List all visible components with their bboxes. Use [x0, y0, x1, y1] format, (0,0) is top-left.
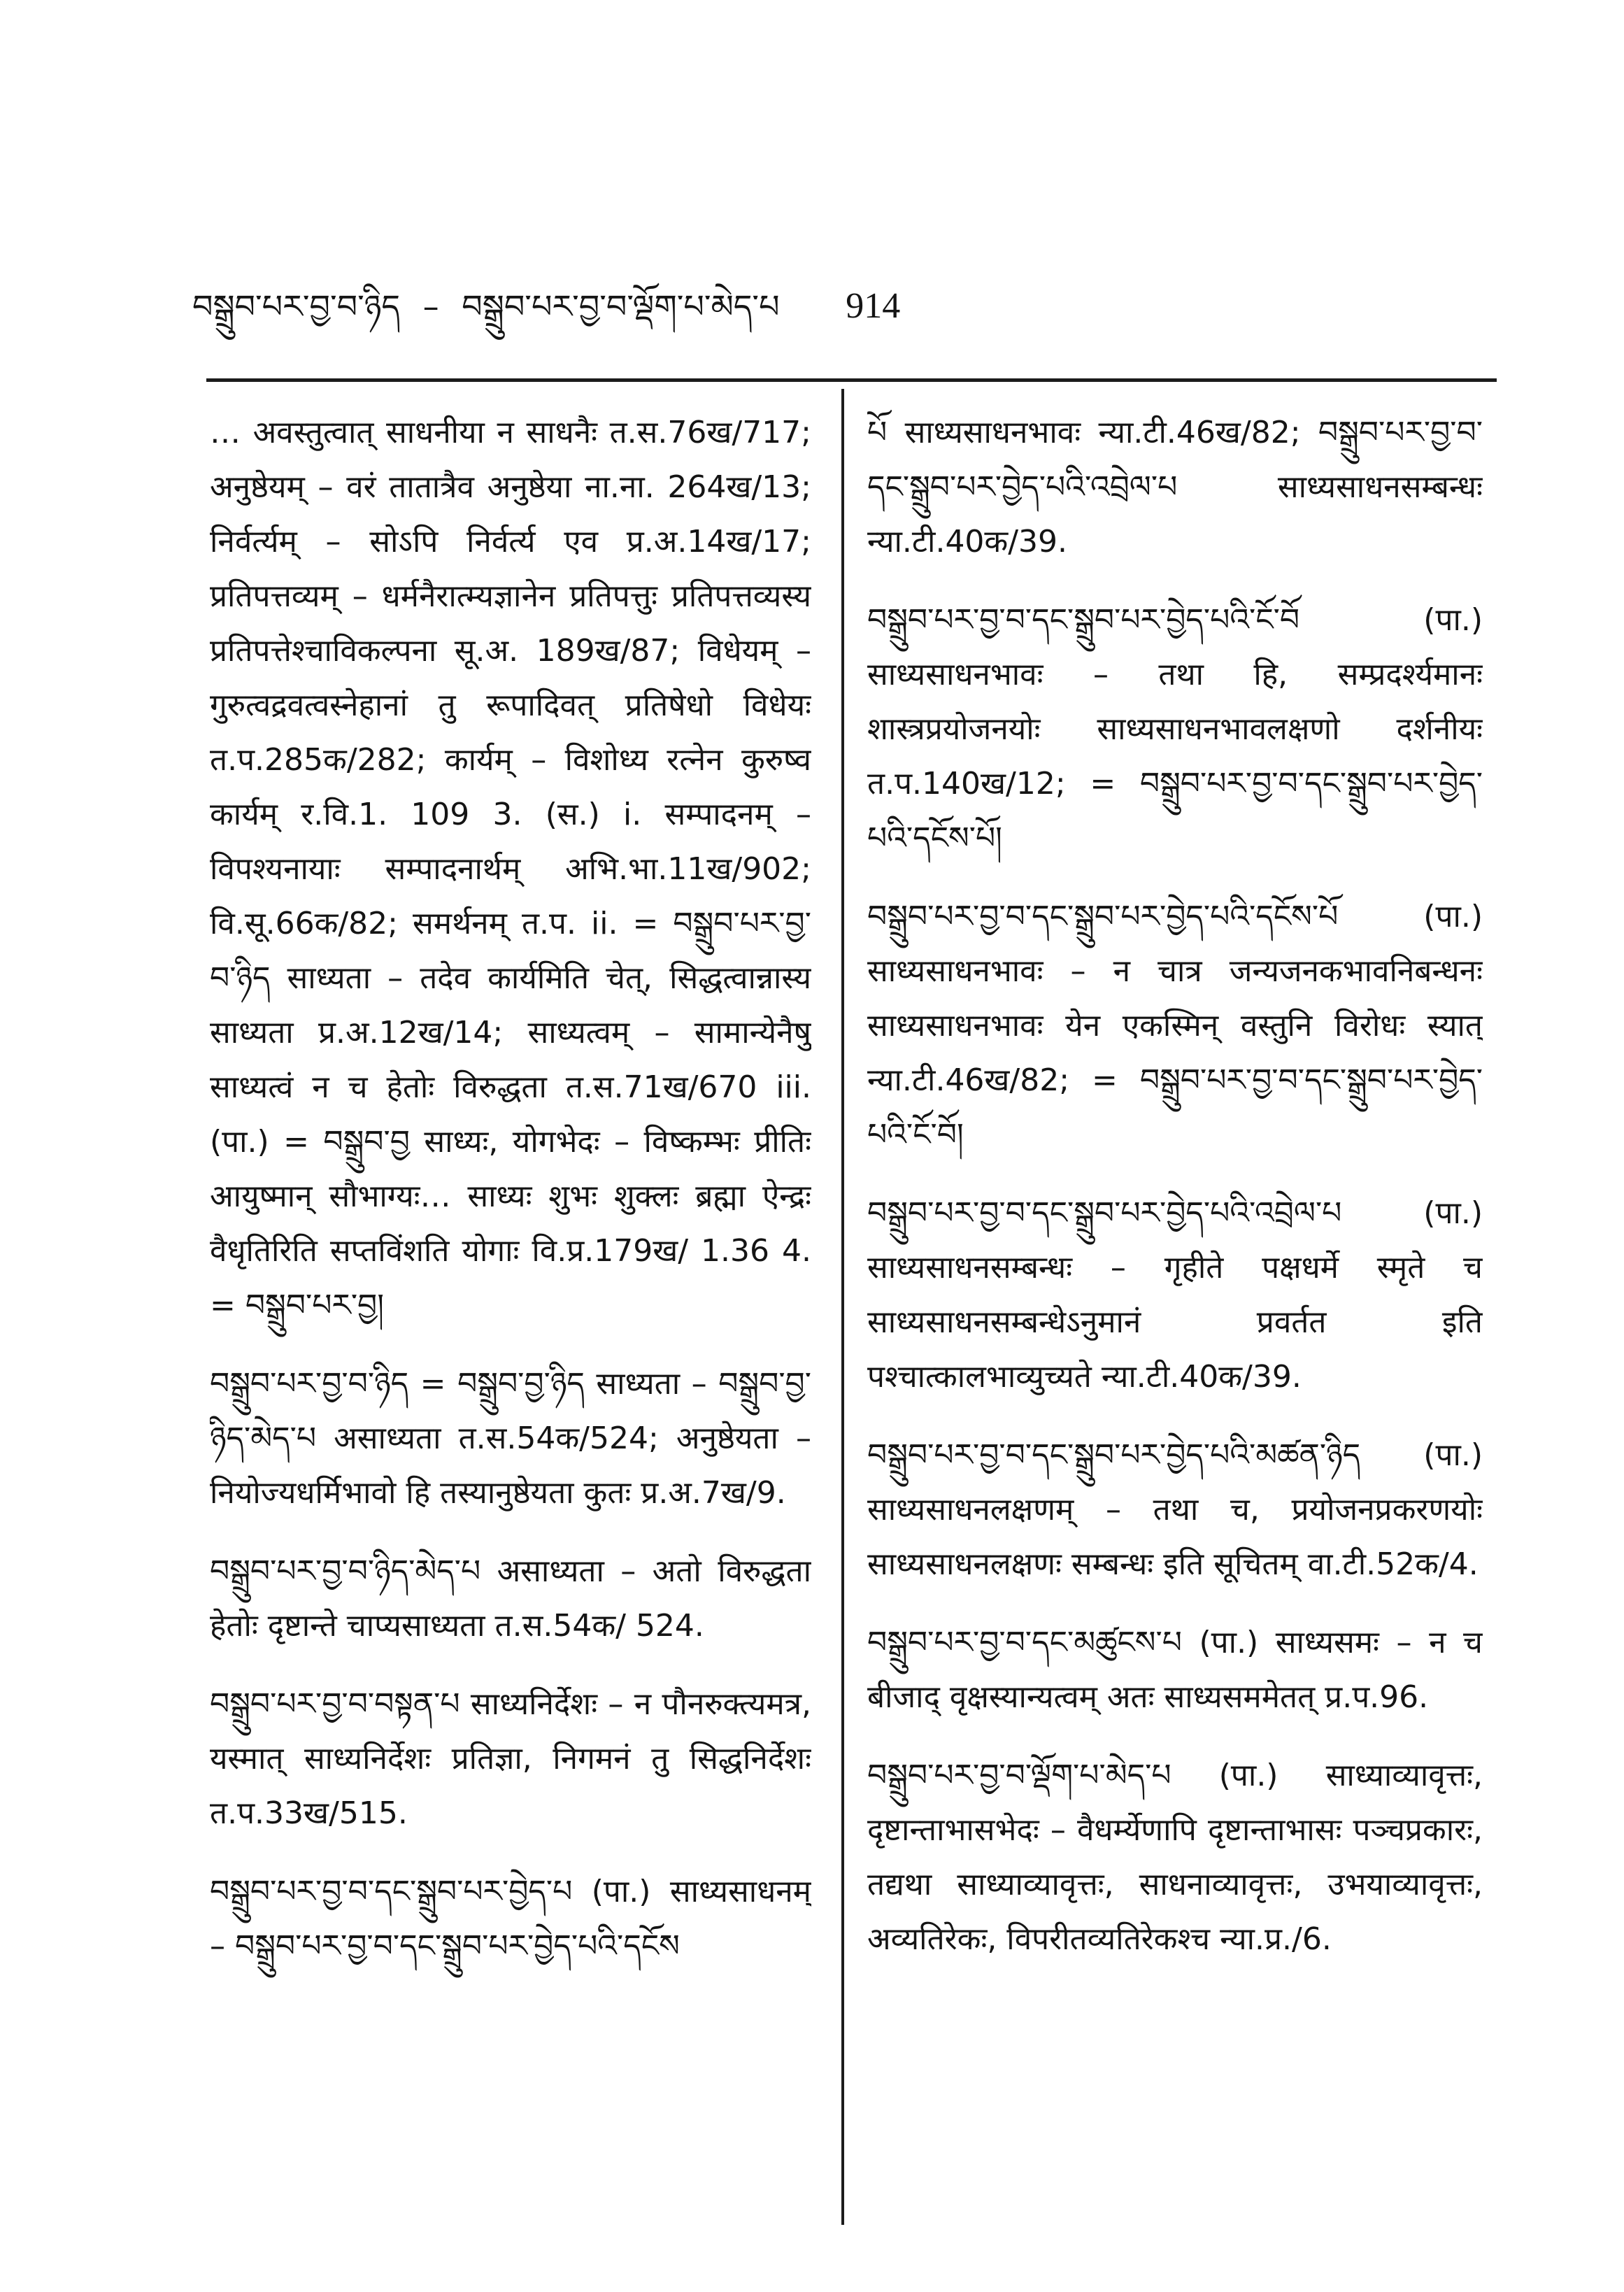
dictionary-entry: བསྒྲུབ་པར་བྱ་བ་བསྟན་པ साध्यनिर्देशः – न पौनरुक्त्यमत्र, यस्मात् साध्यनिर्देशः प्रतिज्ञा, निगमनं तु सिद्धनिर्देशः त.प.33ख/515.: [210, 1686, 811, 1831]
dictionary-entry: … अवस्तुत्वात् साधनीया न साधनैः त.स.76ख/717; अनुष्ठेयम् – वरं तातात्रैव अनुष्ठेया ना.ना. 264ख/13; निर्वर्त्यम् – सोऽपि निर्वर्त्य एव प्र.अ.14ख/17; प्रतिपत्तव्यम् – धर्मनैरात्म्यज्ञानेन प्रतिपत्तुः प्रतिपत्तव्यस्य प्रतिपत्तेश्चाविकल्पना सू.अ. 189ख/87; विधेयम् – गुरुत्वद्रवत्वस्नेहानां तु रूपादिवत् प्रतिषेधो विधेयः त.प.285क/282; कार्यम् – विशोध्य रत्नेन कुरुष्व कार्यम् र.वि.1. 109 3. (स.) i. सम्पादनम् – विपश्यनायाः सम्पादनार्थम् अभि.भा.11ख/902; वि.सू.66क/82; समर्थनम् त.प. ii. = བསྒྲུབ་པར་བྱ་བ་ཉིད साध्यता – तदेव कार्यमिति चेत्, सिद्धत्वान्नास्य साध्यता प्र.अ.12ख/14; साध्यत्वम् – सामान्येनैषु साध्यत्वं न च हेतोः विरुद्धता त.स.71ख/670 iii. (पा.) = བསྒྲུབ་བྱ साध्यः, योगभेदः – विष्कम्भः प्रीतिः आयुष्मान् सौभाग्यः… साध्यः शुभः शुक्लः ब्रह्मा ऐन्द्रः वैधृतिरिति सप्तविंशति योगाः वि.प्र.179ख/ 1.36 4. = བསྒྲུབ་པར་བྱ།: [210, 415, 811, 1323]
page-number: 914: [846, 286, 901, 326]
dictionary-entry: བསྒྲུབ་པར་བྱ་བ་དང་སྒྲུབ་པར་བྱེད་པའི་ངོ་བོ (पा.) साध्यसाधनभावः – तथा हि, सम्प्रदर्श्यमानः शास्त्रप्रयोजनयोः साध्यसाधनभावलक्षणो दर्शनीयः त.प.140ख/12; = བསྒྲུབ་པར་བྱ་བ་དང་སྒྲུབ་པར་བྱེད་པའི་དངོས་པོ།: [867, 602, 1483, 856]
running-head: [192, 278, 901, 334]
dictionary-entry: བསྒྲུབ་པར་བྱ་བ་དང་སྒྲུབ་པར་བྱེད་པའི་མཚན་ཉིད (पा.) साध्यसाधनलक्षणम् – तथा च, प्रयोजनप्रकरणयोः साध्यसाधनलक्षणः सम्बन्धः इति सूचितम् वा.टी.52क/4.: [867, 1437, 1483, 1582]
dictionary-entry: པོ साध्यसाधनभावः न्या.टी.46ख/82; བསྒྲུབ་པར་བྱ་བ་དང་སྒྲུབ་པར་བྱེད་པའི་འབྲེལ་པ साध्यसाधनसम्बन्धः न्या.टी.40क/39.: [867, 415, 1483, 560]
dictionary-entry: བསྒྲུབ་པར་བྱ་བ་ཉིད = བསྒྲུབ་བྱ་ཉིད साध्यता – བསྒྲུབ་བྱ་ཉིད་མེད་པ असाध्यता त.स.54क/524; अनुष्ठेयता – नियोज्यधर्मिभावो हि तस्यानुष्ठेयता कुतः प्र.अ.7ख/9.: [210, 1366, 811, 1511]
column-divider: [841, 389, 844, 2225]
dictionary-entry: བསྒྲུབ་པར་བྱ་བ་དང་མཚུངས་པ (पा.) साध्यसमः – न च बीजाद् वृक्षस्यान्यत्वम् अतः साध्यसममेतत् प्र.प.96.: [867, 1625, 1483, 1715]
dictionary-entry: བསྒྲུབ་པར་བྱ་བ་དང་སྒྲུབ་པར་བྱེད་པའི་འབྲེལ་པ (पा.) साध्यसाधनसम्बन्धः – गृहीते पक्षधर्मे स्मृते च साध्यसाधनसम्बन्धेऽनुमानं प्रवर्तत इति पश्चात्कालभाव्युच्यते न्या.टी.40क/39.: [867, 1195, 1483, 1395]
dictionary-entry: བསྒྲུབ་པར་བྱ་བ་ཉིད་མེད་པ असाध्यता – अतो विरुद्धता हेतोः दृष्टान्ते चाप्यसाध्यता त.स.54क/ 524.: [210, 1553, 811, 1644]
dictionary-entry: བསྒྲུབ་པར་བྱ་བ་དང་སྒྲུབ་པར་བྱེད་པའི་དངོས་པོ (पा.) साध्यसाधनभावः – न चात्र जन्यजनकभावनिबन्धनः साध्यसाधनभावः येन एकस्मिन् वस्तुनि विरोधः स्यात् न्या.टी.46ख/82; = བསྒྲུབ་པར་བྱ་བ་དང་སྒྲུབ་པར་བྱེད་པའི་ངོ་བོ།: [867, 899, 1483, 1153]
right-column: [867, 406, 1483, 2224]
dictionary-entry: བསྒྲུབ་པར་བྱ་བ་དང་སྒྲུབ་པར་བྱེད་པ (पा.) साध्यसाधनम् – བསྒྲུབ་པར་བྱ་བ་དང་སྒྲུབ་པར་བྱེད་པའི་དངོས: [210, 1874, 811, 1964]
running-head-dash: –: [422, 287, 439, 325]
running-head-right-headword: བསྒྲུབ་པར་བྱ་བ་ལྡོག་པ་མེད་པ: [462, 287, 780, 325]
left-column: [210, 406, 811, 2224]
header-rule: [206, 378, 1497, 382]
dictionary-entry: བསྒྲུབ་པར་བྱ་བ་ལྡོག་པ་མེད་པ (पा.) साध्याव्यावृत्तः, दृष्टान्ताभासभेदः – वैधर्म्येणापि दृष्टान्ताभासः पञ्चप्रकारः, तद्यथा साध्याव्यावृत्तः, साधनाव्यावृत्तः, उभयाव्यावृत्तः, अव्यतिरेकः, विपरीतव्यतिरेकश्च न्या.प्र./6.: [867, 1758, 1483, 1957]
running-head-left-headword: བསྒྲུབ་པར་བྱ་བ་ཉིད: [192, 287, 401, 325]
